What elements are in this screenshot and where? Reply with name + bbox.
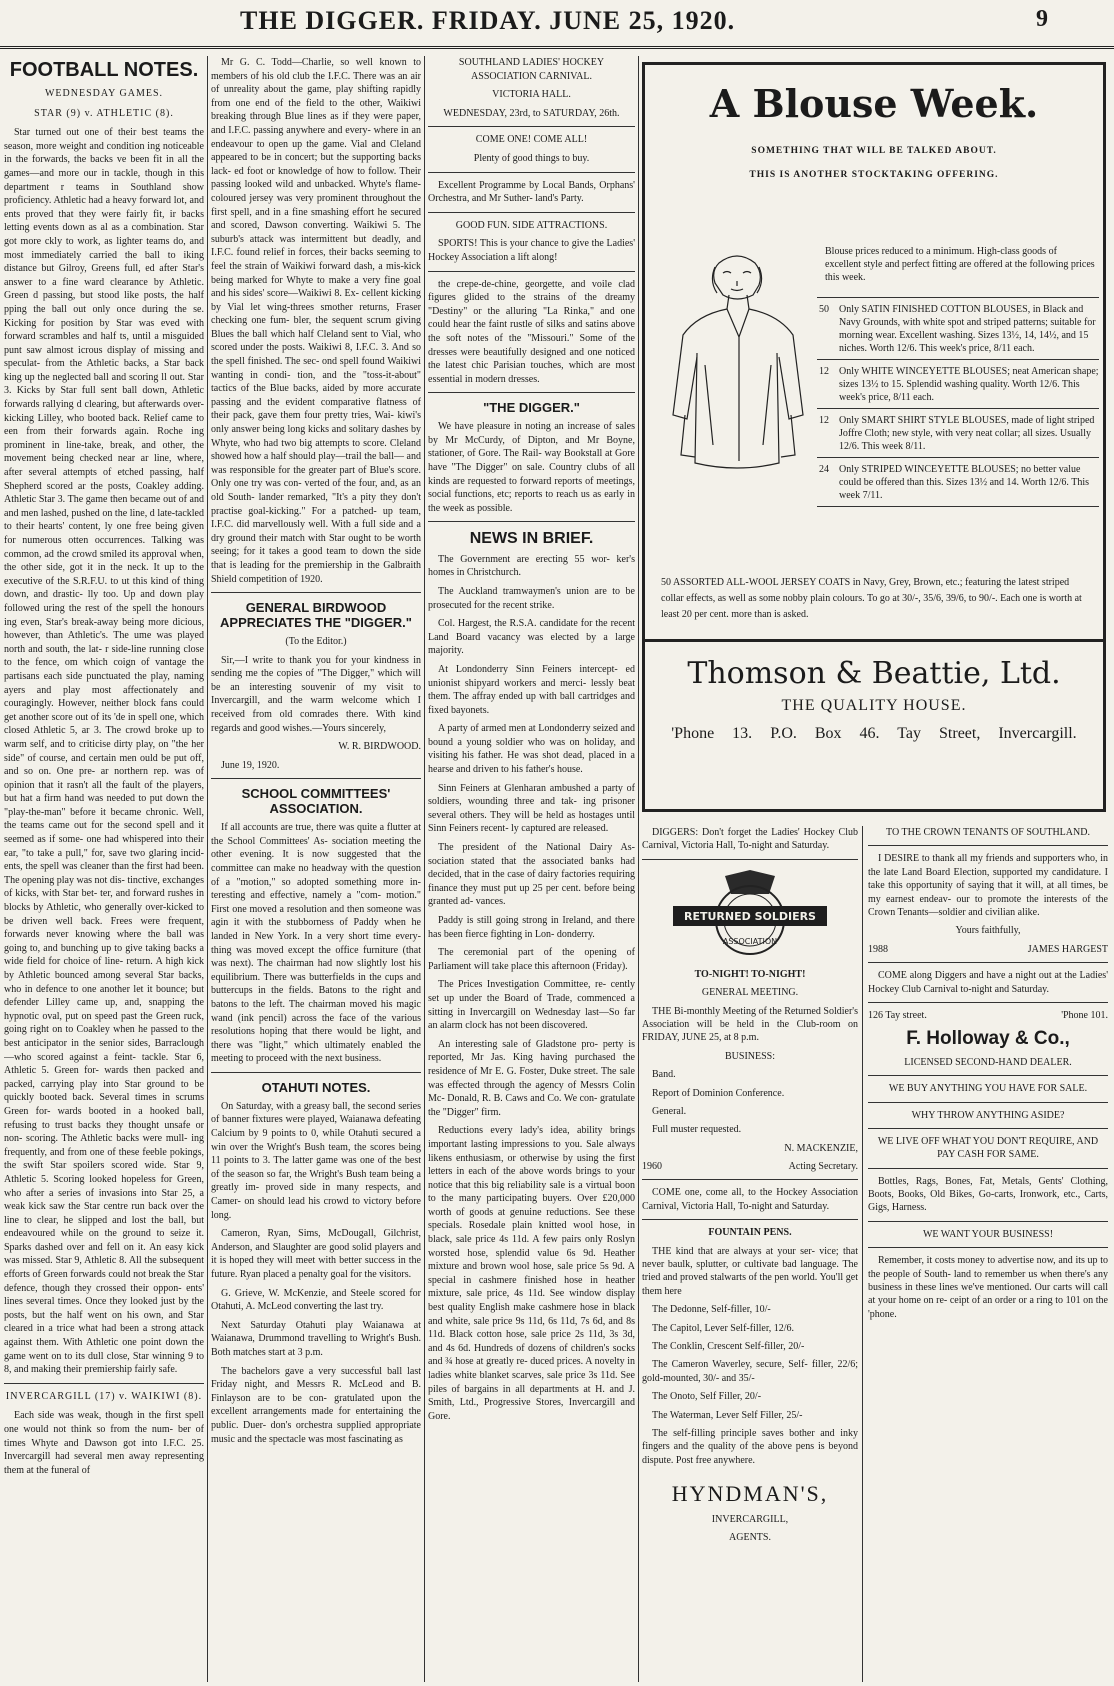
news-item: An interesting sale of Gladstone pro- perty is reported, Mr Jas. King having purchased the residence of Mr E. G. Foster, Duke street. The sale was effected through the agency of Messrs Colin Mc- Donald, R. B. Caws and Co. We con- gratulate the "Digger" firm. [428, 1038, 635, 1118]
crown-letter: I DESIRE to thank all my friends and supporters who, in the late Land Board Election, supported my candidature. I take this opportunity of saying that it will, at all times, be my earnest endeav- our to promote the interests of the Crown Tenants—soldier and civilian alike. [868, 853, 1108, 918]
divider [868, 1221, 1108, 1222]
holloway-licensed: LICENSED SECOND-HAND DEALER. [904, 1056, 1072, 1068]
hockey-hall: VICTORIA HALL. [492, 89, 571, 101]
divider [428, 172, 635, 173]
hockey-come: COME ONE! COME ALL! [475, 134, 588, 146]
blouse-item-list [817, 297, 1099, 507]
crown-heading: TO THE CROWN TENANTS OF SOUTHLAND. [886, 827, 1090, 838]
otahuti-paragraph: On Saturday, with a greasy ball, the second series of banner fixtures were played, Waianawa defeating Calcium by 9 points to 0, while Otahuti secured a win over the Wright's Bush team, the scores being 11 points to 3. The latter game was one of the best of the season so far, the Wright's Bush team being a greatly im- proved side in many respects, and Camer- on should lead his crowd to victory before long. [211, 1100, 421, 1221]
hargest-signature: JAMES HARGEST [1027, 943, 1108, 955]
advert-ref: 1960 [642, 1161, 662, 1173]
news-item: The ceremonial part of the opening of Parliament will take place this afternoon (Friday). [428, 947, 635, 972]
news-item: The Government are erecting 55 wor- ker's homes in Christchurch. [428, 553, 635, 579]
column-rule [638, 56, 639, 1682]
hockey-fun: GOOD FUN. SIDE ATTRACTIONS. [455, 219, 608, 231]
column-two [211, 56, 421, 1682]
masthead [0, 0, 1114, 49]
football-paragraph: Star turned out one of their best teams the season, more weight and condition ing noticeable in the forwards, the backs ve been fit in all the games—and more our in tackle, though in this department r teams in Southland show proficiency. Athletic had a heavy forward lot, and ents proved that they were fairly fit, ir backs letting events down as al as a combination. Star got more ckly to work, as lighter teams do, and most immediately carried the ball to iking distance but Gilroy, Greens full, ed after Star's answer to a fine ward clearance by Athletic. Green d passing, but stood like posts, the half pping the ball out only once during the se. Kicking for position by Star was eved with forward scrambles and half ts, until a misguided punt saw almost icrous display of missing and speculat- from the Athletic backs, a Star back king up the neglected ball and scoring ll out. Star 3. Kicks by Star full sent ball down, Athletic forwards rallying d clearing, but afterwards over-kicking Lilley, who booted back. Relief came to een from their forwards again. Roche ing prominent in line-take, break, and other, the movement being checked near ar line, where, after several attempts of etched passing, half Shepherd scored ar the posts, Coakley adding. Athletic Star 3. The game then became out of and and men lashed, pushed on the line, d late-tackled to their hearts' content, ly one free being given for numerous otten occurrences. Talking was common, ad the crowd smiled its approval when, the other side, got it in the neck. It up to the executive of the S.R.F.U. to ut this kind of thing down, and drastic- lly too. Up and down play followed uring the rest of the spell the honours ing even, Star's break-away being more dicious, however, than Athletic's. The ume was played north and south, the lat- r side-line running close to the fence, om which coign of vantage the partisans each side punctuated the play, naming ayers and play most affectionately and couragingly. However, neither block fans could get another score out of its 'de in spell one, which closed Athletic 5, ar 3. The crowd broke up to warm self, and to criticise dirty play, on "the her side" of course, and certain men ould be put off, and so on. One pre- ar northern rep. was of opinion that it rasn't all the fault of the players, but hat a firm hand was needed to put down the "play-the-man" before it became chronic. Well, the teams came out for the second spell and it seemed as if some- one had whispered into their ear, "to take a pull," for, save two glaring incid- ents, the spell was cleaner than the first had been. The opening play was not dis- tinctive, exchanges of kicks, with Star bet- ter, and forward rushes in blocks by Athletic, who generally over-kicked to be driven well back. Frees were frequent, forwards never knowing where the ball was going to, and bunching up to give taking backs a wide field for choice of line- return. A high kick by Athletic bounced among several Star backs, who in defence to one another let it bounce; but defender Lilley came up, and, snapping the hypnotic oval, put on speed past the Green ruck, going right on to Coakley when he passed to the best anticipator in the senior sides, Barraclough—who scored against a feint- tackle. Star 6, Athletic 5. Green for- wards then packed and packed, carrying play into Star ground to be quickly booted back. Several times in scrums Green for- wards booted in a hooked ball, refusing to trust backs they thought unsafe or non- scoring. The Athletic backs were mull- ing frequently, and from one of these feeble pokings, the swift Star spoilers scored wide. Star 9, Athletic 5. Scoring looked hopeless for Green, who after a series of invasions into Star 25, a weak kick saw the Star centre run back over the line to clear, he slipped and lost the ball, but endeavoured while on the ground to seize it. Sparks dashed over and fell on it. An easy kick was missed. Star 9, Athletic 8. All the subsequent efforts of Green forwards could not break the Star defence, though they crossed their oppon- ents' lines several times. Once they looked just by the posts, but the half went on his own, and Star cleared in a trice what had been a strong attack against them. With Athletic one point down the game went on to its dull close, Star winning 9 to 8, and making their premiership fairly safe. [4, 127, 204, 1376]
column-rule [862, 826, 863, 1682]
divider [868, 1168, 1108, 1169]
holloway-phone: 'Phone 101. [1061, 1009, 1108, 1021]
store-phone: 'Phone 13. [671, 725, 753, 742]
column-four [642, 826, 858, 1682]
crown-closing: Yours faithfully, [955, 925, 1021, 937]
blouse-illustration [657, 245, 817, 495]
pen-item: The Onoto, Self Filler, 20/- [652, 1391, 762, 1403]
hargest-row [868, 943, 1108, 956]
blouse-slogan: SOMETHING THAT WILL BE TALKED ABOUT. [751, 146, 997, 156]
item-quantity: 12 [819, 415, 829, 426]
blouse-week-advert [642, 62, 1106, 642]
news-heading: NEWS IN BRIEF. [469, 530, 594, 548]
store-box: P.O. Box 46. [770, 725, 880, 742]
business-heading: BUSINESS: [724, 1050, 775, 1062]
hockey-plenty: Plenty of good things to buy. [473, 152, 590, 164]
blouse-item [817, 359, 1099, 408]
blouse-item [817, 408, 1099, 457]
divider [211, 592, 421, 593]
digger-heading: "THE DIGGER." [483, 400, 580, 416]
divider [428, 521, 635, 522]
divider [642, 859, 858, 860]
digger-article: We have pleasure in noting an increase of sales by Mr McCurdy, of Dipton, and Mr Boyne, stationer, of Gore. The Rail- way Bookstall at Gore have "The Digger" on sale. Country clubs of all kinds are requested to forward reports of meetings, social functions, etc; reports to reach us as early in the week as possible. [428, 421, 635, 514]
holloway-street: 126 Tay street. [868, 1009, 927, 1021]
jersey-coats-offer: 50 ASSORTED ALL-WOOL JERSEY COATS in Navy, Grey, Brown, etc.; featuring the latest striped collar effects, as well as some nobby plain colours. To go at 30/-, 35/6, 39/6, to 90/-. Each one is worth at least 20 per cent. more than is asked. [661, 577, 1082, 620]
secretary-name: N. MACKENZIE, [784, 1142, 858, 1154]
blouse-title: A Blouse Week. [709, 81, 1039, 126]
school-article: If all accounts are true, there was quite a flutter at the School Committees' As- sociation meeting the other evening. It is now suggested that the committee can make no headway with the question of a "motion," so adopted something more in- teresting and effective, namely a "com- motion." First one moved a resolution and then someone was agin it with the stubborness of Paddy when he landed in New York. In a very short time every- thing was moved except the office furniture (that was next). The chairman had now slightly lost his equilibrium. There was butterfields in the cups and buttercups in the fields. Batons to the right and batons to the left. The chairman moved his magic wand (ink pencil) across the face of the various resolutions hoping that there would be light, and there was "light," which ultimately enabled the meeting to proceed with the next business. [211, 822, 421, 1065]
divider [428, 212, 635, 213]
news-item: The Prices Investigation Committee, re- cently set up under the Board of Trade, commenced a sitting in Invercargill on Wednesday last—So far an alarm clock has not been discovered. [428, 979, 635, 1032]
carnival-notice: COME along Diggers and have a night out at the Ladies' Hockey Club Carnival to-night and Saturday. [868, 970, 1108, 995]
column-three [428, 56, 635, 1682]
emblem-label: RETURNED SOLDIERS [684, 909, 816, 923]
secretary-title: Acting Secretary. [788, 1161, 858, 1173]
column-rule [424, 56, 425, 1682]
otahuti-paragraph: The bachelors gave a very successful ball last Friday night, and Messrs R. McLeod and B. Finlayson are to be con- gratulated upon the excellent arrangements made for entertaining the public. Duer- don's orchestra supplied appropriate music and the spectacle was most fascinating as [211, 1365, 421, 1445]
divider [868, 1075, 1108, 1076]
column-rule [207, 56, 208, 1682]
diggers-notice: DIGGERS: Don't forget the Ladies' Hockey Club Carnival, Victoria Hall, To-night and Saturday. [642, 827, 858, 852]
blouse-slogan: THIS IS ANOTHER STOCKTAKING OFFERING. [749, 170, 999, 180]
thomson-beattie-advert [642, 642, 1106, 812]
school-heading: SCHOOL COMMITTEES' ASSOCIATION. [241, 786, 391, 817]
item-description: Only SMART SHIRT STYLE BLOUSES, made of light striped Joffre Cloth; new style, with very neat collar; all sizes. Usually 12/6. This week 8/11. [839, 415, 1095, 452]
otahuti-paragraph: G. Grieve, W. McKenzie, and Steele scored for Otahuti, A. McLeod converting the last try. [211, 1287, 421, 1313]
news-item: Paddy is still going strong in Ireland, and there has been fierce fighting in Lon- donderry. [428, 915, 635, 940]
hyndman-city: INVERCARGILL, [711, 1513, 789, 1525]
news-item: The Auckland tramwaymen's union are to be prosecuted for the recent strike. [428, 585, 635, 611]
football-subheading: WEDNESDAY GAMES. [44, 88, 164, 99]
birdwood-heading: GENERAL BIRDWOOD APPRECIATES THE "DIGGER." [220, 600, 412, 631]
football-heading: FOOTBALL NOTES. [9, 59, 199, 81]
blouse-item [817, 457, 1099, 507]
holloway-goods-list: Bottles, Rags, Bones, Fat, Metals, Gents' Clothing, Boots, Books, Old Bikes, Go-carts, Ironwork, etc., Carts, Gigs, Harness. [868, 1175, 1108, 1214]
otahuti-heading: OTAHUTI NOTES. [261, 1079, 371, 1095]
birdwood-subheading: (To the Editor.) [285, 636, 347, 648]
news-item: Col. Hargest, the R.S.A. candidate for the recent Land Board vacancy was elected by a large majority. [428, 618, 635, 657]
hockey-dates: WEDNESDAY, 23rd, to SATURDAY, 26th. [443, 107, 620, 119]
emblem-label: ASSOCIATION [722, 936, 778, 946]
divider [642, 1179, 858, 1180]
birdwood-letter: Sir,—I write to thank you for your kindness in sending me the copies of "The Digger," which will be an interesting souvenir of my visit to Invercargill, and the warm welcome which I received from old comrades there. With kind regards and good wishes.—Yours sincerely, [211, 654, 421, 734]
business-item: Band. [652, 1069, 676, 1081]
pens-outro: The self-filling principle saves bother and inky fingers and the quality of the above pens is beyond dispute. Post free anywhere. [642, 1427, 858, 1466]
blouse-intro: Blouse prices reduced to a minimum. High-class goods of excellent style and perfect fitting are offered at the following prices this week. [825, 246, 1095, 283]
business-item: Report of Dominion Conference. [652, 1087, 785, 1099]
carnival-notice: COME one, come all, to the Hockey Association Carnival, Victoria Hall, To-night and Saturday. [642, 1187, 858, 1212]
holloway-live: WE LIVE OFF WHAT YOU DON'T REQUIRE, AND PAY CASH FOR SAME. [877, 1135, 1099, 1161]
divider [211, 1072, 421, 1073]
meeting-heading: GENERAL MEETING. [701, 987, 799, 999]
holloway-buy: WE BUY ANYTHING YOU HAVE FOR SALE. [888, 1083, 1088, 1095]
store-street: Tay Street, Invercargill. [897, 725, 1077, 742]
store-tagline: THE QUALITY HOUSE. [781, 697, 967, 714]
page-number: 9 [1036, 6, 1048, 32]
advert-ref: 1988 [868, 943, 888, 955]
pen-item: The Capitol, Lever Self-filler, 12/6. [652, 1322, 795, 1334]
news-item: Sinn Feiners at Glenharan ambushed a party of soldiers, wounding three and tak- ing prisoner several others. They will be held as hostages until Sinn Feiners recent- ly captured are released. [428, 782, 635, 835]
store-contact [645, 725, 1103, 743]
football-continued: Mr G. C. Todd—Charlie, so well known to members of his old club the I.F.C. There was an air of unreality about the game, play shifting rapidly from one end of the field to the other, Waikiwi breaking through Blue lines as if they were paper, and I.F.C. passing anywhere and every- where in an endeavour to open up the game. Vial and Cleland appeared to be in concert; but the supporting backs lack- ed foot or knowledge of how to follow. Their passing looked wild and unbacked. Whyte's flame-coloured jersey was very prominent throughout the first spell, and in a fine smashing effort he secured and scored, Dawson converting. Waikiwi 5. The suburb's attack was intermittent but deadly, and I.F.C. found relief in forces, their backs seeming to feel the strain of Waikiwi forward dash, a mis-kick being marked for Whyte to make a very fine goal and his sides' score—Waikiwi 8. Ex- cellent kicking by Vial let wing-threes smother returns, Fraser checking one fum- bler, the sequent scrum giving Blues the ball which half Cleland sent to Vial, who scored under the posts. Waikiwi 8, I.F.C. 3. And so the spell finished. The sec- ond spell found Waikiwi wanting in condi- tion, and the "toss-it-about" tactics of the Blue backs, aided by more accurate passing and the evident comparative flatness of their pack, gave them four pretty tries, Wai- kiwi's only answer being long kicks and solitary dashes by Whyte, who had two big attempts to score. Cleland showed how a half should play—trail the ball— and was responsible for the greater part of Blue's score. Only one try was con- verted of the four, and, as an old South- lander remarked, "It's a pity they don't practise goal-kicking." For a patched- up team, I.F.C. did marvellously well. With a full side and a dry ground their match with Star ought to be worth seeing; for it takes a good team to down the side that is leading for the premiership in the Galbraith Shield competition of 1920. [211, 57, 421, 585]
otahuti-paragraph: Next Saturday Otahuti play Waianawa at Waianawa, Drummond travelling to Wright's Bush. Both matches start at 3 p.m. [211, 1319, 421, 1358]
column-football [4, 56, 204, 1682]
rsa-emblem-icon [665, 868, 835, 964]
pens-heading: FOUNTAIN PENS. [708, 1227, 792, 1239]
divider [868, 962, 1108, 963]
holloway-remember: Remember, it costs money to advertise now, and its up to the people of South- land to remember us when there's any business in these lines we've mentioned. Our carts will call at your home on re- ceipt of an order or a ring to 101 on the 'phone. [868, 1255, 1108, 1320]
holloway-want: WE WANT YOUR BUSINESS! [922, 1228, 1054, 1240]
news-item: A party of armed men at Londonderry seized and bound a young soldier who was on holiday, and visiting his father. He was shot dead, placed in a hearse and driven to his father's house. [428, 723, 635, 776]
hockey-heading: SOUTHLAND LADIES' HOCKEY ASSOCIATION CARNIVAL. [458, 57, 605, 82]
divider [4, 1383, 204, 1384]
otahuti-paragraph: Cameron, Ryan, Sims, McDougall, Gilchrist, Anderson, and Slaughter are good solid players and it is hoped they will meet with better success in the future. Ryan placed a penalty goal for the visitors. [211, 1228, 421, 1280]
column-five [868, 826, 1108, 1682]
masthead-title: THE DIGGER. FRIDAY. JUNE 25, 1920. [240, 6, 736, 35]
item-quantity: 24 [819, 464, 829, 475]
news-item: At Londonderry Sinn Feiners intercept- ed unionist shipyard workers and merci- lessly beat them. The affray ended up with ball cartridges and fixed bayonets. [428, 663, 635, 716]
item-description: Only SATIN FINISHED COTTON BLOUSES, in Black and Navy Grounds, with white spot and striped patterns; suitable for morning wear. Excellent washing. Sizes 13½, 14, 14½, and 15 niches. Worth 12/6. This week's price, 8/11 each. [839, 304, 1096, 354]
pen-item: The Conklin, Crescent Self-filler, 20/- [652, 1340, 805, 1352]
divider [868, 1247, 1108, 1248]
divider [868, 845, 1108, 846]
divider [868, 1128, 1108, 1129]
item-quantity: 50 [819, 304, 829, 315]
holloway-contact-row [868, 1009, 1108, 1022]
holloway-name: F. Holloway & Co., [906, 1028, 1070, 1050]
holloway-why: WHY THROW ANYTHING ASIDE? [911, 1109, 1065, 1121]
divider [428, 126, 635, 127]
news-item: Reductions every lady's idea, ability brings important lasting impressions to you. Sale always likens enthusiasm, or otherwise by using the first letters in each of the above words brings to your notice that this big reliability sale is a virtual boon to the many participating buyers. Over £20,000 worth of goods at genuine reductions. See these specials. Rosedale plain knitted wool hose, in black, sale price 4s 11d. A few pairs only Roslyn worsted hose, splendid value 6s 9d. Heather mixture and brown wool hose, sale price 5s 9d. A special in cashmere finished hose in heather mixture, sale price, 4s 11d. See window display best quality English make cashmere hose in black and white, sale price 9s 11d, 6s 11d, 7s 6d, and 8s 11d. Black cotton hose, sale price 2s 11d, 3s 3d, and 4s 6d. Hundreds of dozens of children's socks and ¾ hose at greatly re- duced prices. A novelty in ladies white blanket scarves, sale price 3s 11d. See piles of bargains in all departments at H. and J. Smith, Ltd., Progressive Stores, Invercargill and Gore. [428, 1125, 635, 1422]
divider [868, 1002, 1108, 1003]
divider [868, 1102, 1108, 1103]
pens-intro: THE kind that are always at your ser- vice; that never baulk, splutter, or cultivate bad language. The tried and proved stalwarts of the pen world. You'll get them here [642, 1245, 858, 1297]
hockey-programme: Excellent Programme by Local Bands, Orphans' Orchestra, and Mr Suther- land's Party. [428, 179, 635, 205]
business-item: General. [652, 1105, 687, 1117]
divider [642, 1219, 858, 1220]
hyndman-name: HYNDMAN'S, [671, 1481, 829, 1507]
blouse-item [817, 297, 1099, 359]
hyndman-agents: AGENTS. [729, 1531, 771, 1543]
store-name: Thomson & Beattie, Ltd. [687, 656, 1061, 691]
match-heading: INVERCARGILL (17) v. WAIKIWI (8). [5, 1390, 203, 1402]
secretary-row [642, 1160, 858, 1173]
birdwood-signature: W. R. BIRDWOOD. [338, 741, 421, 753]
football-paragraph: Each side was weak, though in the first spell one would not think so from the num- ber of times Whyte and Dawson got into I.F.C. 25. Invercargill had several men away representing them at the funeral of [4, 1410, 204, 1476]
match-heading: STAR (9) v. ATHLETIC (8). [34, 107, 174, 119]
divider [428, 271, 635, 272]
pen-item: The Waterman, Lever Self Filler, 25/- [652, 1409, 803, 1421]
pen-item: The Dedonne, Self-filler, 10/- [652, 1304, 771, 1316]
pen-item: The Cameron Waverley, secure, Self- filler, 22/6; gold-mounted, 30/- and 35/- [642, 1359, 858, 1384]
item-quantity: 12 [819, 366, 829, 377]
hockey-sports: SPORTS! This is your chance to give the Ladies' Hockey Association a lift along! [428, 238, 635, 263]
divider [211, 778, 421, 779]
news-item: The president of the National Dairy As- sociation stated that the associated banks had decided, that in the case of dairy factories requiring finance they must put up 25 per cent. before being granted ad- vances. [428, 842, 635, 908]
item-description: Only WHITE WINCEYETTE BLOUSES; neat American shape; sizes 13½ to 15. Splendid washing quality. Worth 12/6. This week's price, 8/11 each. [839, 366, 1099, 403]
divider [428, 392, 635, 393]
tonight-banner: TO-NIGHT! TO-NIGHT! [694, 968, 806, 980]
item-description: Only STRIPED WINCEYETTE BLOUSES; no better value could be offered than this. Sizes 13½ and 14. Worth 12/6. This week 7/11. [839, 464, 1089, 501]
birdwood-date: June 19, 1920. [221, 759, 280, 771]
muster-note: Full muster requested. [652, 1124, 742, 1136]
otahuti-continued: the crepe-de-chine, georgette, and voile clad figures glided to the strains of the dreamy "Destiny" or the alluring "La Rinka," and one could hear the faint rustle of silks and satins above the soft notes of the "Missouri." Some of the dresses were beautifully designed and one noticed the latest chic Parisian touches, which are most essential in modern dresses. [428, 278, 635, 385]
meeting-notice: THE Bi-monthly Meeting of the Returned Soldier's Association will be held in the Club-room on FRIDAY, JUNE 25, at 8 p.m. [642, 1005, 858, 1044]
